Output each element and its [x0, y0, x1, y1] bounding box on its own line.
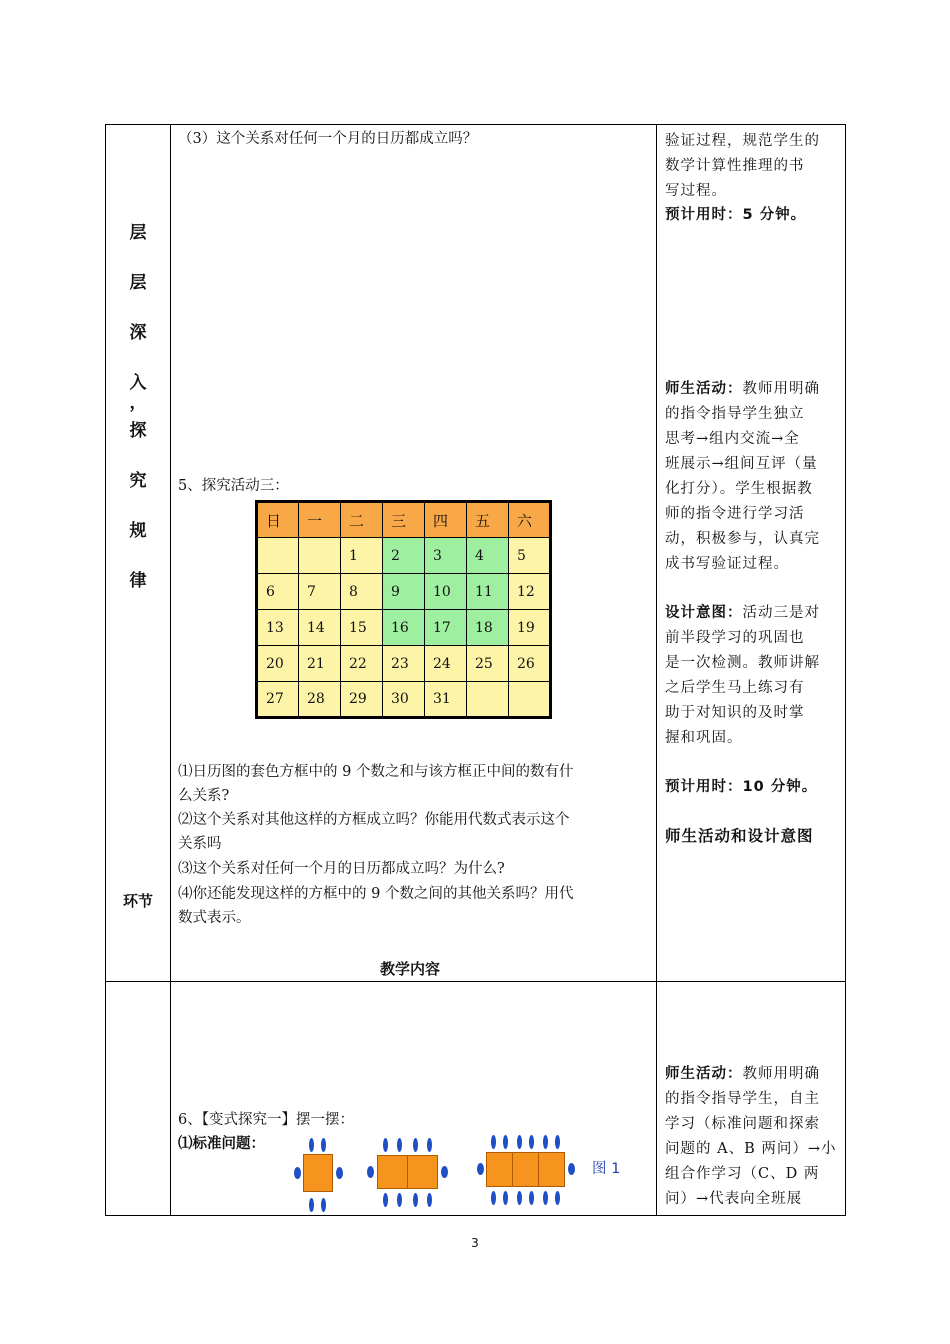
calendar-header-cell: 六 [509, 502, 551, 538]
chair-mark [529, 1135, 534, 1149]
vertical-title-char: 层 [129, 223, 147, 243]
design-line: 握和巩固。 [665, 730, 743, 746]
activity2-line: 问题的 A、B 两问）→小 [665, 1141, 837, 1157]
page-number: 3 [471, 1236, 479, 1250]
time-label: 预计用时： [665, 207, 743, 223]
activity2-line: 组合作学习（C、D 两 [665, 1166, 820, 1182]
activity2-line: 学习（标准问题和探索 [665, 1116, 820, 1132]
calendar-cell-highlight: 11 [467, 574, 509, 610]
vertical-title-char: 究 [129, 471, 147, 491]
chair-mark [309, 1138, 314, 1152]
activity2-line: 问）→代表向全班展 [665, 1191, 803, 1207]
chair-mark [491, 1135, 496, 1149]
activity-line: 的指令指导学生独立 [665, 406, 805, 422]
row-divider [105, 981, 846, 982]
chair-mark [491, 1191, 496, 1205]
time-estimate-2 [665, 775, 841, 800]
activity-5-title: 5、探究活动三： [178, 478, 289, 494]
design-line: 前半段学习的巩固也 [665, 630, 805, 646]
chair-mark [413, 1193, 418, 1207]
chair-mark [555, 1135, 560, 1149]
chair-mark [367, 1166, 374, 1178]
calendar-table [255, 500, 552, 719]
chair-mark [294, 1167, 301, 1179]
calendar-header-cell: 三 [383, 502, 425, 538]
design-line: 是一次检测。教师讲解 [665, 655, 820, 671]
calendar-cell: 1 [341, 538, 383, 574]
activity-label: 师生活动： [665, 381, 743, 397]
chair-mark [441, 1166, 448, 1178]
calendar-cell [257, 538, 299, 574]
activity2-line: 的指令指导学生，自主 [665, 1091, 820, 1107]
vertical-title-char: 律 [129, 571, 147, 591]
calendar-cell: 15 [341, 610, 383, 646]
time-value: 10 分钟。 [742, 779, 818, 795]
activity-line: 动，积极参与，认真完 [665, 531, 820, 547]
table-square [512, 1152, 539, 1187]
chair-mark [568, 1163, 575, 1175]
question-line: ⑶这个关系对任何一个月的日历都成立吗？为什么? [178, 861, 505, 877]
chair-mark [543, 1135, 548, 1149]
calendar-header-cell: 日 [257, 502, 299, 538]
calendar-cell: 25 [467, 646, 509, 682]
right-top-line: 验证过程，规范学生的 [665, 133, 820, 149]
activity-line: 思考→组内交流→全 [665, 431, 800, 447]
column-divider-right [656, 124, 657, 1216]
column-header-label: 师生活动和设计意图 [665, 827, 814, 845]
calendar-cell: 12 [509, 574, 551, 610]
chair-mark [413, 1138, 418, 1152]
table-square [377, 1155, 408, 1189]
design-line [665, 601, 841, 626]
vertical-title-char: 探 [129, 421, 147, 441]
table-square [538, 1152, 565, 1187]
activity2-line [665, 1062, 841, 1087]
calendar-cell: 27 [257, 682, 299, 718]
activity2-text: 教师用明确 [742, 1066, 820, 1082]
question-line: 么关系? [178, 788, 230, 804]
question-line: 数式表示。 [178, 910, 251, 926]
figure-label: 图 1 [592, 1161, 621, 1177]
calendar-cell-highlight: 18 [467, 610, 509, 646]
chair-mark [529, 1191, 534, 1205]
calendar-header-cell: 四 [425, 502, 467, 538]
time-estimate-1 [665, 203, 841, 228]
calendar-cell-highlight: 9 [383, 574, 425, 610]
chair-mark [427, 1138, 432, 1152]
chair-mark [503, 1191, 508, 1205]
chair-mark [383, 1138, 388, 1152]
calendar-header-cell: 五 [467, 502, 509, 538]
table-square [303, 1154, 333, 1192]
calendar-cell-highlight: 10 [425, 574, 467, 610]
calendar-cell: 13 [257, 610, 299, 646]
standard-problem-label: ⑴标准问题： [178, 1136, 265, 1152]
vertical-title-char: 入 [129, 373, 147, 393]
calendar-cell-highlight: 2 [383, 538, 425, 574]
chair-mark [309, 1198, 314, 1212]
calendar-cell [509, 682, 551, 718]
vertical-title-char: 层 [129, 273, 147, 293]
calendar-cell: 8 [341, 574, 383, 610]
calendar-header-cell: 二 [341, 502, 383, 538]
activity-text: 教师用明确 [742, 381, 820, 397]
calendar-cell [299, 538, 341, 574]
chair-mark [517, 1135, 522, 1149]
calendar-cell: 22 [341, 646, 383, 682]
chair-mark [321, 1198, 326, 1212]
activity-line: 化打分）。学生根据教 [665, 481, 813, 497]
chair-mark [477, 1163, 484, 1175]
calendar-cell: 6 [257, 574, 299, 610]
question-line: ⑵这个关系对其他这样的方框成立吗？你能用代数式表示这个 [178, 812, 570, 828]
calendar-cell-highlight: 4 [467, 538, 509, 574]
vertical-title-char: ， [129, 393, 147, 413]
design-line: 之后学生马上练习有 [665, 680, 805, 696]
chair-mark [517, 1191, 522, 1205]
chair-mark [321, 1138, 326, 1152]
teaching-content-label: 教学内容 [380, 960, 441, 978]
right-top-line: 数学计算性推理的书 [665, 158, 805, 174]
chair-mark [503, 1135, 508, 1149]
time-label: 预计用时： [665, 779, 743, 795]
right-top-line: 写过程。 [665, 183, 727, 199]
question-line: ⑷你还能发现这样的方框中的 9 个数之间的其他关系吗？用代 [178, 886, 574, 902]
calendar-cell: 29 [341, 682, 383, 718]
activity-line [665, 377, 841, 402]
calendar-cell [467, 682, 509, 718]
calendar-cell-highlight: 17 [425, 610, 467, 646]
vertical-title-char: 深 [129, 323, 147, 343]
calendar-cell: 30 [383, 682, 425, 718]
design-label: 设计意图： [665, 605, 743, 621]
calendar-cell: 24 [425, 646, 467, 682]
activity-line: 成书写验证过程。 [665, 556, 789, 572]
vertical-title-char: 规 [129, 521, 147, 541]
calendar-cell: 28 [299, 682, 341, 718]
activity-6-title: 6、【变式探究一】摆一摆： [178, 1112, 354, 1128]
activity-line: 师的指令进行学习活 [665, 506, 805, 522]
chair-mark [397, 1138, 402, 1152]
section-label: 环节 [122, 892, 153, 910]
calendar-cell: 21 [299, 646, 341, 682]
chair-mark [383, 1193, 388, 1207]
chair-mark [397, 1193, 402, 1207]
table-square [407, 1155, 438, 1189]
question-line: 关系吗 [178, 836, 222, 852]
calendar-cell: 14 [299, 610, 341, 646]
calendar-header-cell: 一 [299, 502, 341, 538]
calendar-cell: 31 [425, 682, 467, 718]
activity-line: 班展示→组间互评（量 [665, 456, 818, 472]
chair-mark [555, 1191, 560, 1205]
question-3-top: （3）这个关系对任何一个月的日历都成立吗？ [178, 131, 478, 147]
calendar-cell: 5 [509, 538, 551, 574]
design-line: 助于对知识的及时掌 [665, 705, 805, 721]
calendar-cell: 23 [383, 646, 425, 682]
calendar-cell: 20 [257, 646, 299, 682]
calendar-cell: 7 [299, 574, 341, 610]
calendar-cell: 19 [509, 610, 551, 646]
column-divider-left [170, 124, 171, 1216]
chair-mark [336, 1167, 343, 1179]
chair-mark [543, 1191, 548, 1205]
table-square [486, 1152, 513, 1187]
calendar-cell-highlight: 3 [425, 538, 467, 574]
activity2-label: 师生活动： [665, 1066, 743, 1082]
calendar-cell-highlight: 16 [383, 610, 425, 646]
calendar-cell: 26 [509, 646, 551, 682]
chair-mark [427, 1193, 432, 1207]
time-value: 5 分钟。 [742, 207, 807, 223]
design-text: 活动三是对 [742, 605, 820, 621]
question-line: ⑴日历图的套色方框中的 9 个数之和与该方框正中间的数有什 [178, 764, 574, 780]
